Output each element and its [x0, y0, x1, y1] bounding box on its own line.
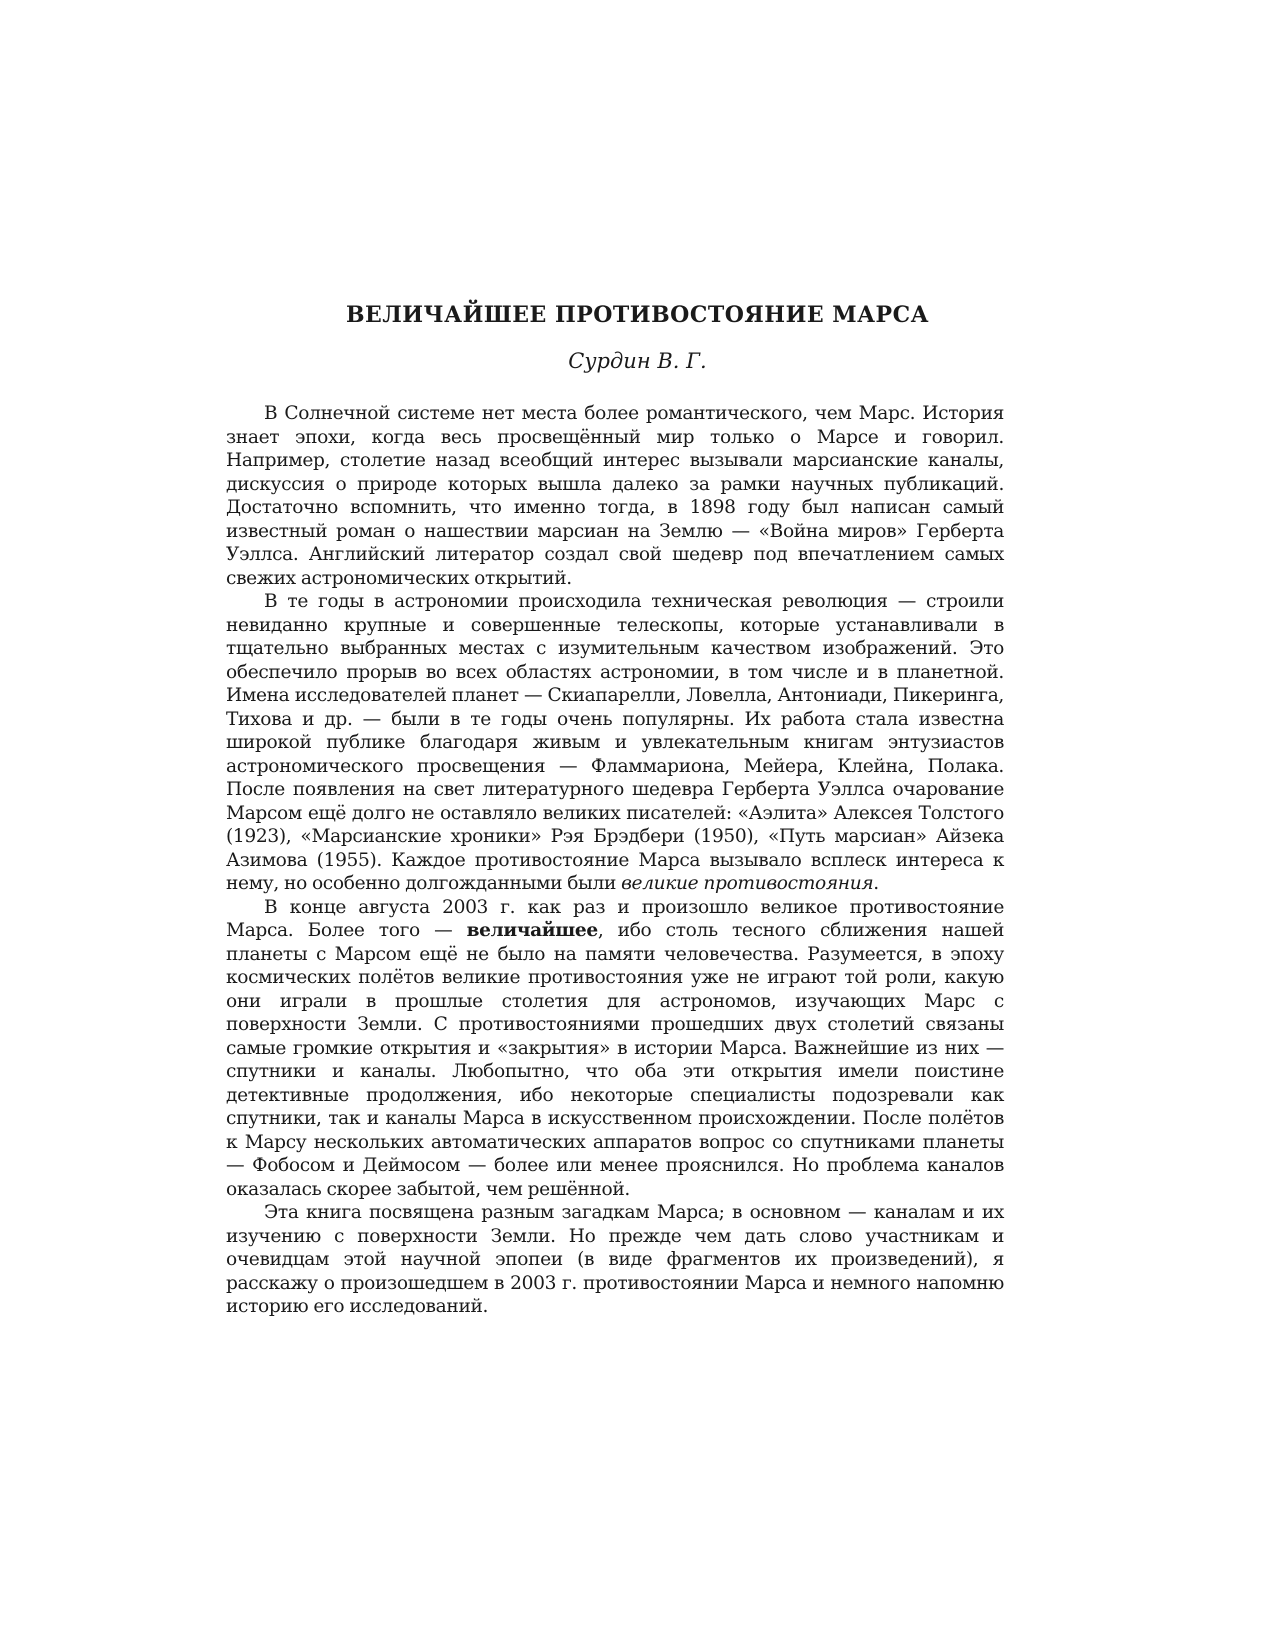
paragraph-3-text: , ибо столь тесного сближения нашей планеты с Марсом ещё не было на памяти человечества. Разумеется, в эпоху космических полётов великие противостояния уже не играют той роли, какую они играли в прошлые столетия для астрономов, изучающих Марс с поверхности Земли. С противостояниями прошедших двух столетий связаны самые громкие открытия и «закрытия» в истории Марса. Важнейшие из них — спутники и каналы. Любопытно, что оба эти открытия имели поистине детективные продолжения, ибо некоторые специалисты подозревали как спутники, так и каналы Марса в искусственном происхождении. После полётов к Марсу нескольких автоматических аппаратов вопрос со спутниками планеты — Фобосом и Деймосом — более или менее прояснился. Но проблема каналов оказалась скорее забытой, чем решённой. — [226, 920, 1004, 1200]
paragraph-2 — [226, 590, 1004, 896]
paragraph-3-lead: В конце августа 2003 г. как раз и произошло великое противостояние Марса. Более того — — [226, 896, 1004, 941]
paragraph-4-text: Эта книга посвящена разным загадкам Марса; в основном — каналам и их изучению с поверхности Земли. Но прежде чем дать слово участникам и очевидцам этой научной эпопеи (в виде фрагментов их произведений), я расскажу о произошедшем в 2003 г. противостоянии Марса и немного напомню историю его исследований. — [226, 1202, 1004, 1317]
paragraph-1-text: В Солнечной системе нет места более романтического, чем Марс. История знает эпохи, когда весь просвещённый мир только о Марсе и говорил. Например, столетие назад всеобщий интерес вызывали марсианские каналы, дискуссия о природе которых вышла далеко за рамки научных публикаций. Достаточно вспомнить, что именно тогда, в 1898 году был написан самый известный роман о нашествии марсиан на Землю — «Война миров» Герберта Уэллса. Английский литератор создал свой шедевр под впечатлением самых свежих астрономических открытий. — [226, 403, 1004, 589]
paragraph-4 — [226, 1201, 1004, 1319]
paragraph-1 — [226, 402, 1004, 590]
paragraph-2-italic-term: великие противостояния — [621, 873, 874, 894]
body-text — [226, 402, 1004, 1319]
chapter-title: ВЕЛИЧАЙШЕЕ ПРОТИВОСТОЯНИЕ МАРСА — [345, 302, 930, 328]
author-name: Сурдин В. Г. — [568, 349, 707, 373]
paragraph-3 — [226, 896, 1004, 1202]
paragraph-3-bold-term: величайшее — [466, 920, 598, 941]
paragraph-2-end: . — [873, 873, 879, 894]
paragraph-2-text: В те годы в астрономии происходила техническая революция — строили невиданно крупные и совершенные телескопы, которые устанавливали в тщательно выбранных местах с изумительным качеством изображений. Это обеспечило прорыв во всех областях астрономии, в том числе и в планетной. Имена исследователей планет — Скиапарелли, Ловелла, Антониади, Пикеринга, Тихова и др. — были в те годы очень популярны. Их работа стала известна широкой публике благодаря живым и увлекательным книгам энтузиастов астрономического просвещения — Фламмариона, Мейера, Клейна, Полака. После появления на свет литературного шедевра Герберта Уэллса очарование Марсом ещё долго не оставляло великих писателей: «Аэлита» Алексея Толстого (1923), «Марсианские хроники» Рэя Брэдбери (1950), «Путь марсиан» Айзека Азимова (1955). Каждое противостояние Марса вызывало всплеск интереса к нему, но особенно долгожданными были — [226, 591, 1004, 894]
